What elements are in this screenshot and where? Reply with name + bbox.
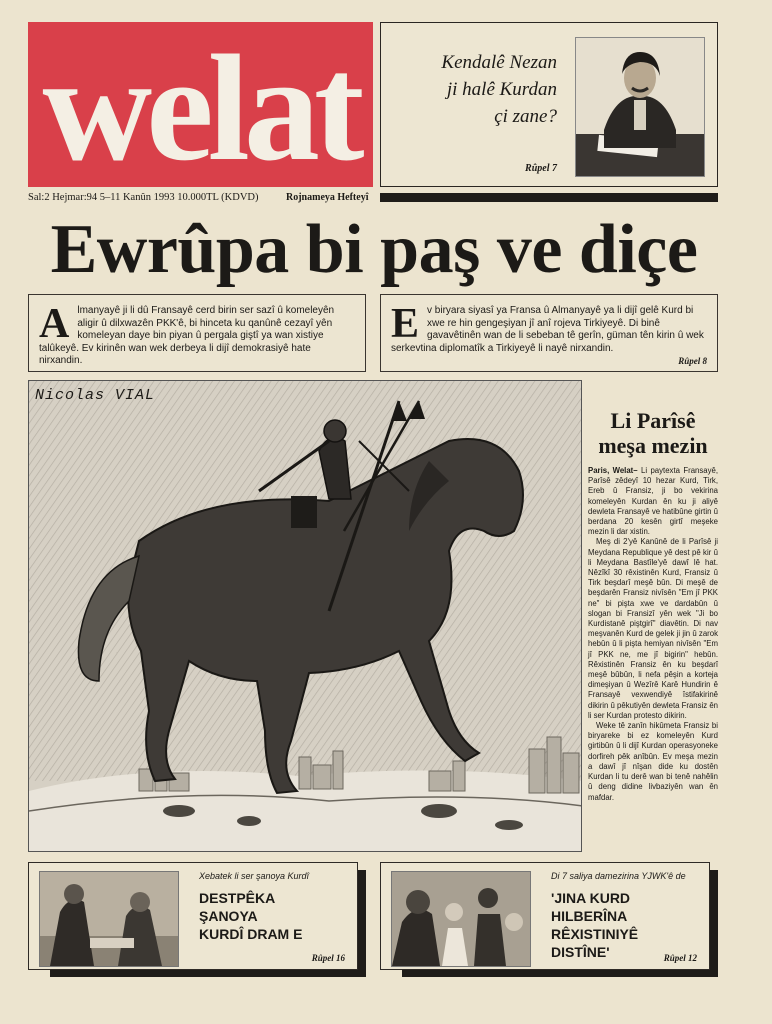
dateline: Paris, Welat– [588, 466, 638, 475]
paragraph: Meş di 2'yê Kanûnê de li Parîsê ji Meydana Republique yê dest pê kir û li Meydana Bastîle'yê dawî lê hat. Nêzîkî 30 rêxistinên Kurd, Fransiz û Tirk beşdarî meşê bûn. Di meşê de beşdarên Fransiz nivîsên "Em jî PKK ne" bi pişta xwe ve dardabûn û slogan bi Fransizî yên wek "Ji bo Kurdistanê piştgirî" diavêtin. Di nav meşvanên Kurd de gelek ji jin û zarok hebûn û li pişta hemiyan nivîsên "Em jî PKK ne, me jî bigirin" hebûn. Rêxistinên Fransiz ên ku beşdarî meşê bûbûn, li nefa pêşin a korteja dimeşiyan û Wezîrê Karê Hundirin ê Fransayê vexwendiyê îstifakirinê dikirin û pêkutiyên dewleta Fransiz ên li ser Kurdan protesto dikirin. [588, 537, 719, 720]
title-line: Li Parîsê [610, 408, 696, 433]
masthead-logo: welat [42, 24, 359, 187]
cartoonist-signature: Nicolas VIAL [35, 387, 156, 404]
box-shadow [50, 970, 366, 977]
kicker: Di 7 saliya damezirina YJWK'ê de [551, 871, 686, 881]
issue-line [28, 192, 718, 206]
teaser-box-women[interactable] [380, 862, 710, 970]
photo-illustration [392, 872, 530, 966]
side-article [588, 408, 718, 803]
title-line: HILBERÎNA [551, 908, 628, 924]
teaser-title [199, 889, 302, 943]
main-headline: Ewrûpa bi paş ve diçe [50, 211, 698, 288]
title-line: DISTÎNE' [551, 944, 610, 960]
theatre-photo [39, 871, 179, 967]
teaser-page-ref: Rûpel 7 [525, 163, 557, 174]
lead-text: v biryara siyasî ya Fransa û Almanyayê ya li dijî gelê Kurd bi xwe re hin gengeşiyan jî anî rojeva Tirkiyeyê. Di binê gavavêtinên wan de li sebeban tê gerîn, güman tên kirin û wek serkevtina diplomatîk a Tirkiyeyê li nayê nirxandin. [391, 305, 704, 354]
issue-info: Sal:2 Hejmar:94 5–11 Kanûn 1993 10.000TL (KDVD) [28, 192, 259, 203]
box-shadow [402, 970, 718, 977]
title-line: ŞANOYA [199, 908, 258, 924]
page-ref: Rûpel 16 [311, 953, 345, 963]
paragraph: Li paytexta Fransayê, Parîsê zêdeyî 10 hezar Kurd, Tirk, Ereb û Fransiz, ji bo vekirina komeleyên Kurdan ên ku ji aliyê dewleta Fransayê ve hatibûne girtin û berdana 20 kesên girtî meşeke mezin li dar xistin. [588, 466, 718, 537]
lead-box-right[interactable] [380, 294, 718, 372]
dropcap: A [39, 301, 70, 347]
portrait-photo [575, 37, 705, 177]
title-line: DESTPÊKA [199, 890, 276, 906]
box-shadow [358, 870, 366, 976]
box-shadow [710, 870, 718, 976]
side-article-body [588, 466, 718, 803]
teaser-box[interactable] [380, 22, 718, 187]
teaser-title [551, 889, 638, 961]
dropcap: E [391, 301, 420, 347]
kicker: Xebatek li ser şanoya Kurdî [199, 871, 310, 881]
title-line: KURDÎ DRAM E [199, 926, 303, 942]
title-line: 'JINA KURD [551, 890, 631, 906]
publication-tagline: Rojnameya Hefteyî [286, 192, 369, 203]
lead-page-ref: Rûpel 8 [678, 355, 707, 366]
page-ref: Rûpel 12 [663, 953, 697, 963]
women-photo [391, 871, 531, 967]
masthead [28, 22, 373, 187]
photo-illustration [40, 872, 178, 966]
side-article-title[interactable] [588, 408, 718, 458]
teaser-line: ji halê Kurdan [446, 79, 557, 100]
teaser-line: çi zane? [494, 106, 557, 127]
cartoon-drawing [29, 381, 582, 852]
teaser-headline [441, 49, 557, 130]
paragraph: Weke tê zanîn hikûmeta Fransiz bi biryareke bi ez komeleyên Kurd girtibûn û li dijî Kurdan operasyoneke dorfireh pêk anîbûn. Ev meşa mezin a dawî jî nîşan dide ku dostên Kurdan li tu derê wan bi tenê nahêlin û deng didine livbaziyên wan ên mafdar. [588, 721, 718, 802]
title-line: meşa mezin [598, 433, 708, 458]
lead-text: lmanyayê ji li dû Fransayê cerd birin ser sazî û komeleyên aligir û dilxwazên PKK'ê, bi hinceta ku qanûnê cezayî yên komeleyan daye bin piyan û pergala giştî ya wan xistiye talûkeyê. Ev kirinên wan wek derbeya li dijî demokrasiyê hate nirxandin. [39, 305, 335, 366]
teaser-box-theatre[interactable] [28, 862, 358, 970]
teaser-line: Kendalê Nezan [441, 52, 557, 73]
cartoon-illustration [28, 380, 582, 852]
lead-box-left[interactable] [28, 294, 366, 372]
rule-bar [380, 193, 718, 202]
portrait-illustration [576, 38, 704, 176]
title-line: RÊXISTINIYÊ [551, 926, 639, 942]
